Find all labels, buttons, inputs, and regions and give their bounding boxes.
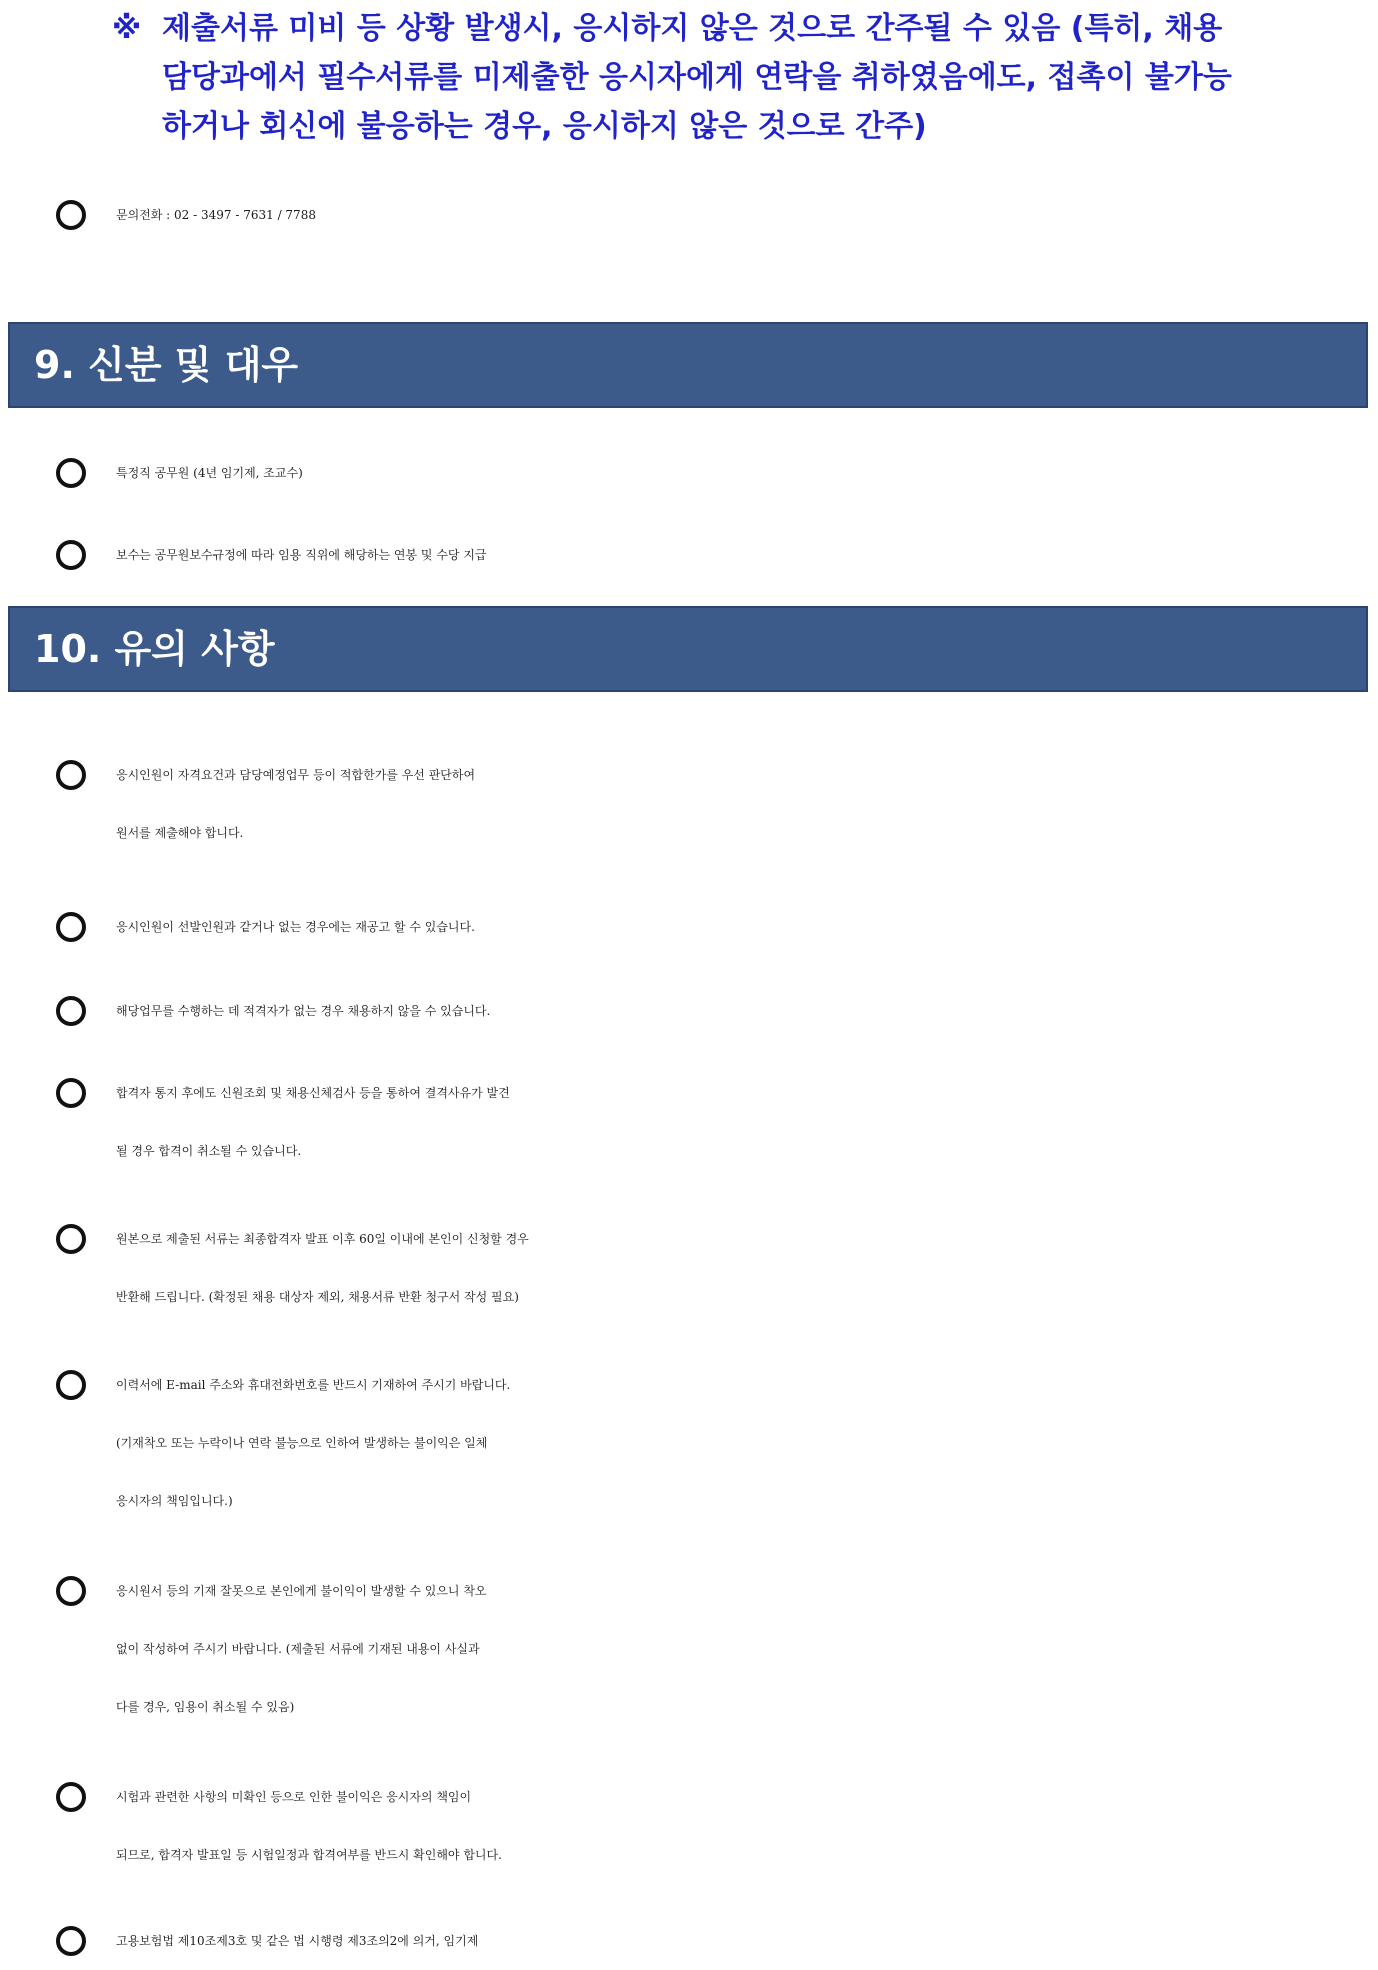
bullet-circle-icon [56,1926,86,1956]
item-line: 특정직 공무원 (4년 임기제, 조교수) [116,466,303,480]
item-line: 고용보험법 제10조제3호 및 같은 법 시행령 제3조의2에 의거, 임기제 [116,1934,479,1948]
bullet-circle-icon [56,458,86,488]
section-header-9: 9. 신분 및 대우 [8,322,1368,408]
bullet-circle-icon [56,996,86,1026]
item-line: 해당업무를 수행하는 데 적격자가 없는 경우 채용하지 않을 수 있습니다. [116,1004,491,1018]
item-line: 원서를 제출해야 합니다. [116,826,244,840]
notice-line: 담당과에서 필수서류를 미제출한 응시자에게 연락을 취하였음에도, 접촉이 불가능 [162,60,1232,95]
bullet-circle-icon [56,1224,86,1254]
item-line: 응시인원이 자격요건과 담당예정업무 등이 적합한가를 우선 판단하여 [116,768,476,782]
bullet-circle-icon [56,912,86,942]
item-line: 다를 경우, 임용이 취소될 수 있음) [116,1700,295,1714]
list-item [56,1912,1366,1970]
list-item [56,1356,1366,1530]
bullet-circle-icon [56,540,86,570]
bullet-circle-icon [56,760,86,790]
item-line: 원본으로 제출된 서류는 최종합격자 발표 이후 60일 이내에 본인이 신청할 경우 [116,1232,529,1246]
contact-phone: 문의전화 : 02 - 3497 - 7631 / 7788 [116,208,316,222]
list-item [56,526,1366,584]
bullet-circle-icon [56,1078,86,1108]
item-line: 이력서에 E-mail 주소와 휴대전화번호를 반드시 기재하여 주시기 바랍니다. [116,1378,511,1392]
list-item [56,746,1366,862]
contact-item [56,186,1366,244]
section-header-10: 10. 유의 사항 [8,606,1368,692]
item-line: 보수는 공무원보수규정에 따라 임용 직위에 해당하는 연봉 및 수당 지급 [116,548,487,562]
list-item [56,898,1366,956]
item-line: 응시자의 책임입니다.) [116,1494,233,1508]
item-line: 없이 작성하여 주시기 바랍니다. (제출된 서류에 기재된 내용이 사실과 [116,1642,480,1656]
list-item [56,982,1366,1040]
list-item [56,1210,1366,1326]
item-line: 응시인원이 선발인원과 같거나 없는 경우에는 재공고 할 수 있습니다. [116,920,475,934]
item-line: 반환해 드립니다. (확정된 채용 대상자 제외, 채용서류 반환 청구서 작성 필요) [116,1290,519,1304]
item-line: 합격자 통지 후에도 신원조회 및 채용신체검사 등을 통하여 결격사유가 발견 [116,1086,510,1100]
notice-text [112,4,1362,151]
list-item [56,1064,1366,1180]
item-line: 되므로, 합격자 발표일 등 시험일정과 합격여부를 반드시 확인해야 합니다. [116,1848,502,1862]
item-line: (기재착오 또는 누락이나 연락 불능으로 인하여 발생하는 불이익은 일체 [116,1436,488,1450]
list-item [56,1562,1366,1736]
bullet-circle-icon [56,200,86,230]
list-item [56,444,1366,502]
reference-mark: ※ [112,11,142,46]
item-line: 시험과 관련한 사항의 미확인 등으로 인한 불이익은 응시자의 책임이 [116,1790,472,1804]
bullet-circle-icon [56,1576,86,1606]
notice-line: 제출서류 미비 등 상황 발생시, 응시하지 않은 것으로 간주될 수 있음 (특히, 채용 [162,11,1223,46]
bullet-circle-icon [56,1370,86,1400]
notice-line: 하거나 회신에 불응하는 경우, 응시하지 않은 것으로 간주) [162,109,927,144]
bullet-circle-icon [56,1782,86,1812]
list-item [56,1768,1366,1884]
item-line: 응시원서 등의 기재 잘못으로 본인에게 불이익이 발생할 수 있으니 착오 [116,1584,487,1598]
item-line: 될 경우 합격이 취소될 수 있습니다. [116,1144,302,1158]
